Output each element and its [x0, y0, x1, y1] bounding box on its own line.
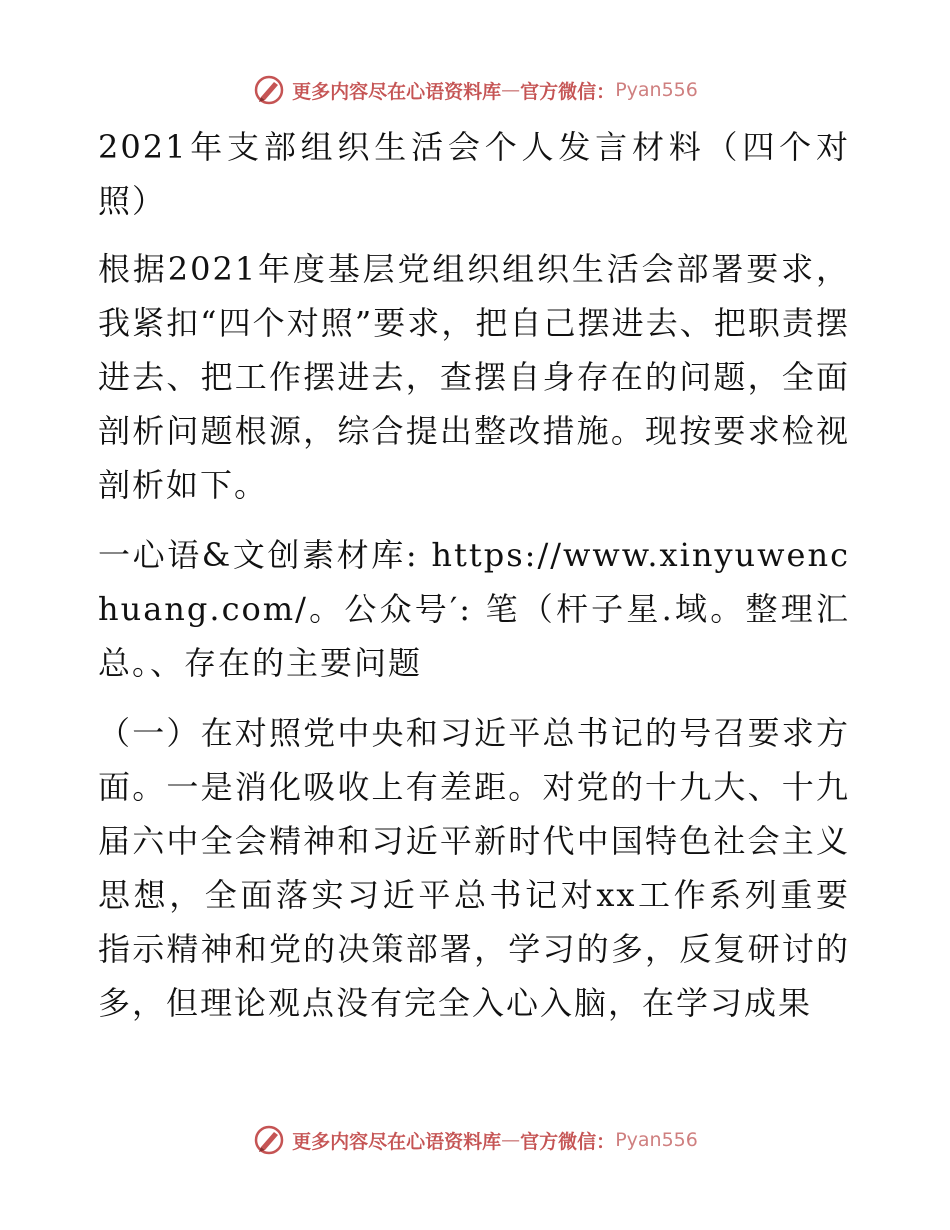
watermark-dash: —	[501, 79, 521, 101]
watermark-account: Pyan556	[615, 79, 698, 101]
watermark-official: 官方微信：	[520, 1130, 616, 1153]
header-watermark	[0, 70, 950, 110]
paragraph-source: 一心语&文创素材库: https://www.xinyuwenchuang.com/。公众号′: 笔（杆子星.域。整理汇总。、存在的主要问题	[98, 536, 850, 682]
brush-logo-icon	[252, 73, 286, 107]
brush-logo-icon	[252, 1123, 286, 1157]
paragraph-intro: 根据2021年度基层党组织组织生活会部署要求，我紧扣“四个对照”要求，把自己摆进去、把职责摆进去、把工作摆进去，查摆自身存在的问题，全面剖析问题根源，综合提出整改措施。现按要求检视剖析如下。	[98, 250, 850, 504]
watermark-text: 更多内容尽在心语资料库	[292, 1130, 502, 1153]
watermark-account: Pyan556	[615, 1129, 698, 1151]
watermark-official: 官方微信：	[520, 80, 616, 103]
watermark-dash: —	[501, 1129, 521, 1151]
document-body	[98, 120, 850, 1030]
footer-watermark	[0, 1120, 950, 1160]
paragraph-section-one: （一）在对照党中央和习近平总书记的号召要求方面。一是消化吸收上有差距。对党的十九大、十九届六中全会精神和习近平新时代中国特色社会主义思想，全面落实习近平总书记对xx工作系列重要指示精神和党的决策部署，学习的多，反复研讨的多，但理论观点没有完全入心入脑，在学习成果	[98, 714, 850, 1022]
watermark-text: 更多内容尽在心语资料库	[292, 80, 502, 103]
document-title: 2021年支部组织生活会个人发言材料（四个对照）	[98, 128, 850, 220]
